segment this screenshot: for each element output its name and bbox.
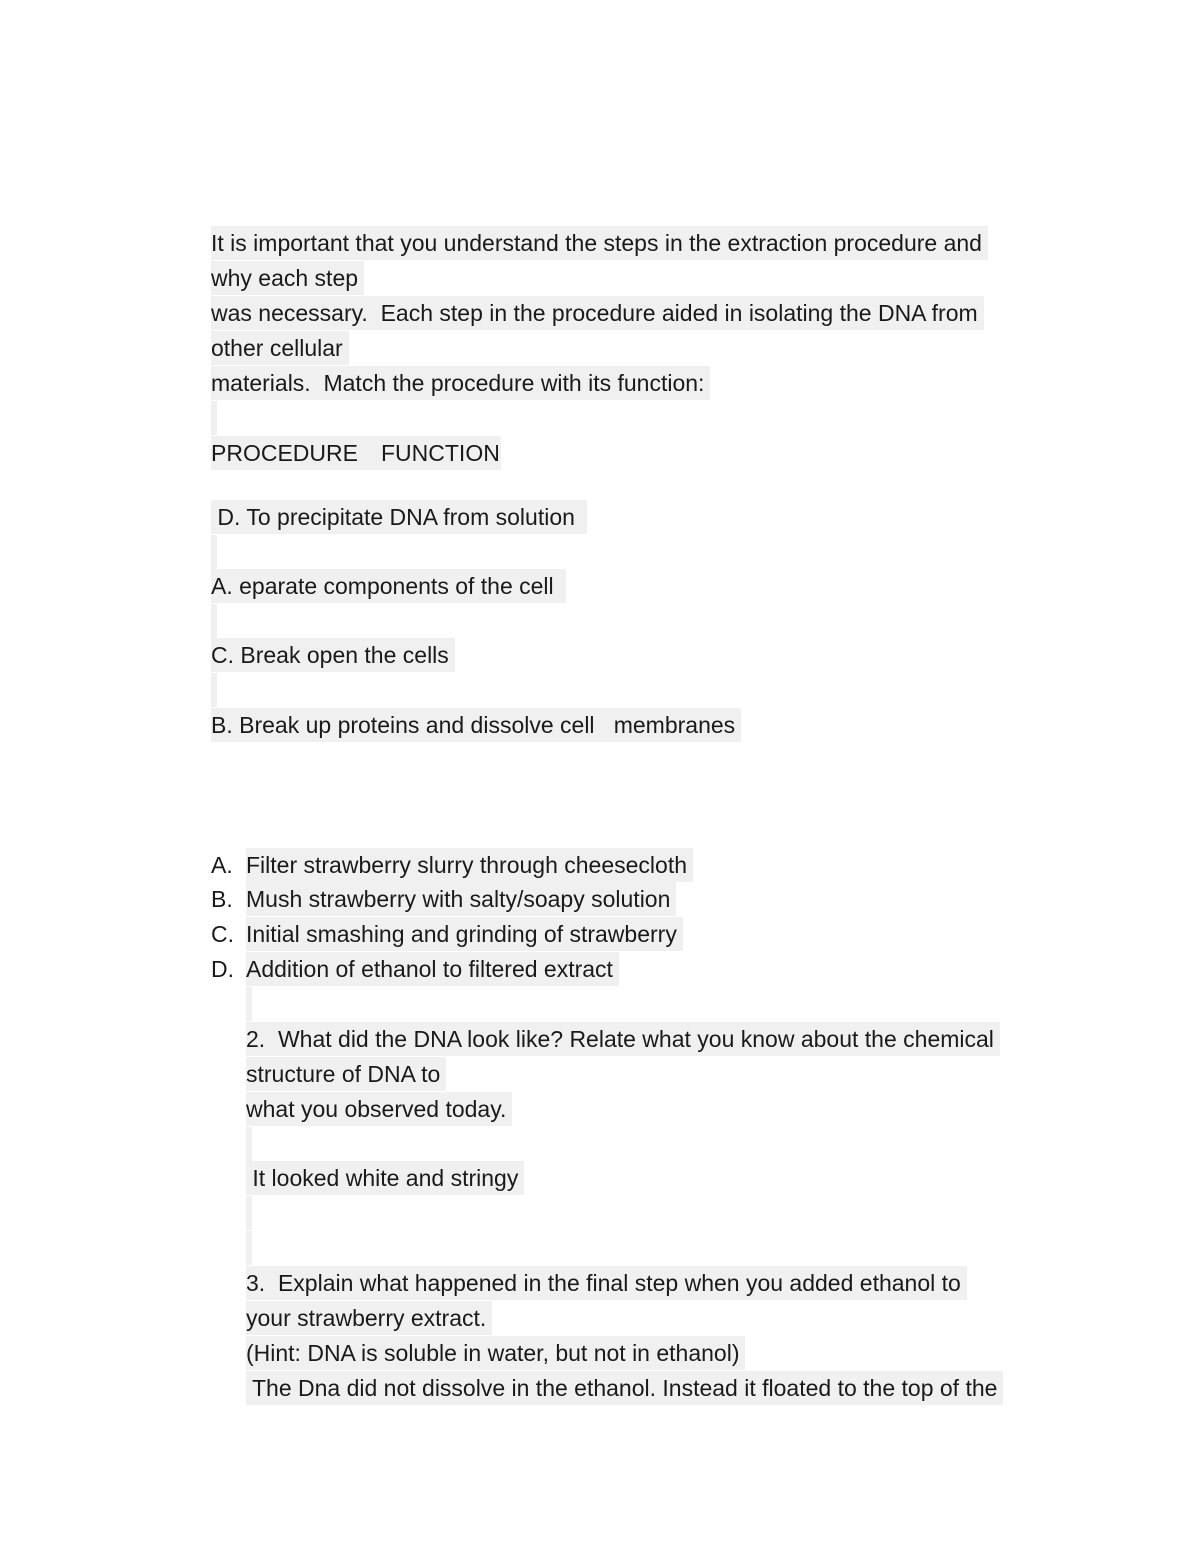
function-answer-2: A. eparate components of the cell [211, 569, 566, 603]
question-3-line-2: your strawberry extract. [246, 1301, 492, 1335]
intro-line-2: why each step [211, 261, 364, 295]
list-item-marker: C. [211, 921, 234, 947]
function-answer-4: B. Break up proteins and dissolve cell membranes [211, 708, 741, 742]
blank-paragraph-mark [246, 1127, 252, 1161]
blank-paragraph-mark [211, 535, 217, 569]
procedure-header: PROCEDURE [211, 440, 358, 466]
question-2-line-1: 2. What did the DNA look like? Relate what you know about the chemical [246, 1022, 1000, 1056]
intro-line-4: other cellular [211, 331, 349, 365]
list-item-marker: A. [211, 852, 233, 878]
blank-paragraph-mark [246, 1196, 252, 1230]
list-item-marker: B. [211, 886, 233, 912]
blank-paragraph-mark [211, 401, 217, 435]
function-answer-1: D. To precipitate DNA from solution [211, 500, 587, 534]
list-item: Addition of ethanol to filtered extract [246, 952, 619, 986]
question-3-line-1: 3. Explain what happened in the final step when you added ethanol to [246, 1266, 967, 1300]
intro-line-5: materials. Match the procedure with its function: [211, 366, 710, 400]
intro-line-1: It is important that you understand the steps in the extraction procedure and [211, 226, 988, 260]
blank-paragraph-mark [211, 673, 217, 707]
blank-paragraph-mark [246, 1231, 252, 1265]
list-item: Mush strawberry with salty/soapy solution [246, 882, 676, 916]
function-header: FUNCTION [381, 440, 500, 466]
question-3-hint: (Hint: DNA is soluble in water, but not in ethanol) [246, 1336, 745, 1370]
blank-paragraph-mark [211, 604, 217, 638]
question-2-answer: It looked white and stringy [246, 1161, 524, 1195]
question-2-line-2: structure of DNA to [246, 1057, 446, 1091]
question-3-answer: The Dna did not dissolve in the ethanol. Instead it floated to the top of the [246, 1371, 1003, 1405]
list-item: Filter strawberry slurry through cheesecloth [246, 848, 693, 882]
question-2-line-3: what you observed today. [246, 1092, 512, 1126]
intro-line-3: was necessary. Each step in the procedure aided in isolating the DNA from [211, 296, 984, 330]
blank-paragraph-mark [246, 987, 252, 1021]
list-item-marker: D. [211, 956, 234, 982]
function-answer-3: C. Break open the cells [211, 638, 455, 672]
list-item: Initial smashing and grinding of strawberry [246, 917, 683, 951]
procedure-function-header [211, 436, 501, 470]
